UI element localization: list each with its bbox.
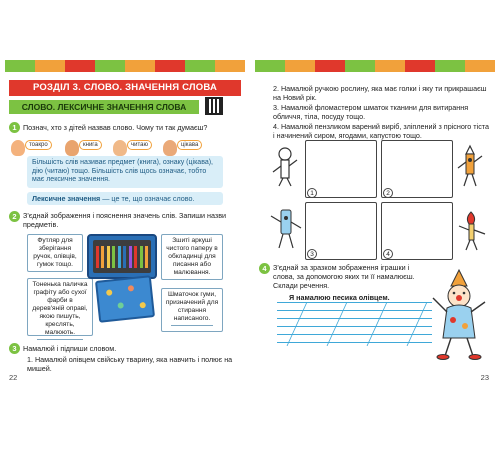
child-figure-icon	[65, 140, 79, 156]
page-number-left: 22	[9, 373, 18, 382]
right-page	[255, 60, 495, 390]
pencil-icon	[118, 246, 121, 268]
pencil-icon	[134, 246, 137, 268]
marker-character-icon	[269, 206, 303, 250]
task-3-text: Намалюй і підпиши словом.	[23, 344, 117, 353]
task-number-4: 4	[259, 263, 270, 274]
frame-number-3: 3	[307, 249, 317, 259]
color-stripe	[125, 60, 155, 72]
pencil-icon	[107, 246, 110, 268]
color-stripe	[465, 60, 495, 72]
frame-number-1: 1	[307, 188, 317, 198]
definition-pencil[interactable]	[27, 278, 93, 336]
color-stripes	[255, 60, 495, 72]
word-bubble-4: цікава	[177, 140, 202, 150]
color-stripe	[285, 60, 315, 72]
clown-toy-icon	[427, 268, 491, 360]
color-stripe	[435, 60, 465, 72]
color-stripe	[255, 60, 285, 72]
task-4-example: Я намалюю песика олівцем.	[289, 293, 390, 302]
definition-text: Шматочок гуми, призначений для стирання написаного.	[165, 291, 219, 322]
definition-text: Зшиті аркуші чистого паперу в обкладинці для писання або малювання.	[166, 237, 218, 276]
color-stripe	[375, 60, 405, 72]
color-stripes	[5, 60, 245, 72]
color-stripe	[65, 60, 95, 72]
color-stripe	[5, 60, 35, 72]
task-2-text: З'єднай зображення і пояснення значень слів. Запиши назви предметів.	[23, 211, 227, 229]
chapter-title: РОЗДІЛ 3. СЛОВО. ЗНАЧЕННЯ СЛОВА	[9, 80, 241, 96]
color-stripe	[185, 60, 215, 72]
color-stripe	[155, 60, 185, 72]
definition-text: Тоненька паличка графіту або сухої фарби в дерев'яній оправі, якою пишуть, креслять, малюють.	[32, 281, 88, 336]
child-figure-icon	[163, 140, 177, 156]
color-stripe	[405, 60, 435, 72]
color-stripe	[345, 60, 375, 72]
rule-rest: — це те, що означає слово.	[100, 194, 195, 203]
pencil-icon	[140, 246, 143, 268]
lesson-title: СЛОВО. ЛЕКСИЧНЕ ЗНАЧЕННЯ СЛОВА	[9, 100, 199, 114]
word-bubble-3: читаю	[127, 140, 152, 150]
definition-eraser[interactable]	[161, 288, 223, 332]
word-bubble-2: книга	[79, 140, 102, 150]
definition-pencil-case[interactable]	[27, 234, 83, 272]
notebook-image	[95, 275, 155, 323]
color-stripe	[95, 60, 125, 72]
child-figure-icon	[11, 140, 25, 156]
task-3-item-4: 4. Намалюй пензликом варений виріб, зліплений з прісного тіста і начинений сиром, ягодами, капустою тощо.	[273, 122, 489, 140]
frame-number-2: 2	[383, 188, 393, 198]
writing-lines[interactable]	[277, 302, 432, 332]
frame-number-4: 4	[383, 249, 393, 259]
left-page	[5, 60, 245, 390]
pencil-icon	[101, 246, 104, 268]
task-1-text: Познач, хто з дітей назвав слово. Чому ти так думаєш?	[23, 123, 208, 132]
pen-character-icon	[455, 144, 485, 188]
pencil-icon	[145, 246, 148, 268]
brush-character-icon	[455, 210, 489, 252]
definition-notebook[interactable]	[161, 234, 223, 280]
color-stripe	[35, 60, 65, 72]
task-number-1: 1	[9, 122, 20, 133]
answer-line[interactable]	[37, 271, 73, 272]
word-bubble-1: тоакро	[25, 140, 52, 150]
qr-code-icon[interactable]	[205, 97, 223, 115]
answer-line[interactable]	[171, 279, 213, 280]
color-stripe	[315, 60, 345, 72]
task-3-item-1: 1. Намалюй олівцем свійську тварину, яка навчить і полює на мишей.	[27, 355, 233, 373]
definition-text: Футляр для зберігання ручок, олівців, гумок тощо.	[33, 237, 77, 268]
pencil-icon	[112, 246, 115, 268]
info-box: Більшість слів називає предмет (книга), ознаку (цікава), дію (читаю) тощо. Більшість слів щось означає, тобто має лексичне значення.	[27, 156, 223, 188]
answer-line[interactable]	[37, 339, 83, 340]
task-4-text: З'єднай за зразком зображення іграшки і слова, за допомогою яких ти її намалюєш. Склади речення.	[273, 263, 415, 290]
task-number-2: 2	[9, 211, 20, 222]
pencil-character-icon	[271, 146, 301, 188]
child-figure-icon	[113, 140, 127, 156]
task-3-item-2: 2. Намалюй ручкою рослину, яка має голки і яку ти прикрашаєш на Новий рік.	[273, 84, 487, 102]
page-number-right: 23	[480, 373, 489, 382]
pencil-icon	[96, 246, 99, 268]
rule-term: Лексичне значення	[32, 194, 101, 203]
task-number-3: 3	[9, 343, 20, 354]
pencil-case-image	[87, 234, 157, 279]
pencil-icon	[123, 246, 126, 268]
color-stripe	[215, 60, 245, 72]
task-3-item-3: 3. Намалюй фломастером шматок тканини для витирання обличчя, тіла, посуду тощо.	[273, 103, 469, 121]
rule-box	[27, 192, 223, 205]
pencil-icon	[129, 246, 132, 268]
answer-line[interactable]	[171, 325, 213, 326]
